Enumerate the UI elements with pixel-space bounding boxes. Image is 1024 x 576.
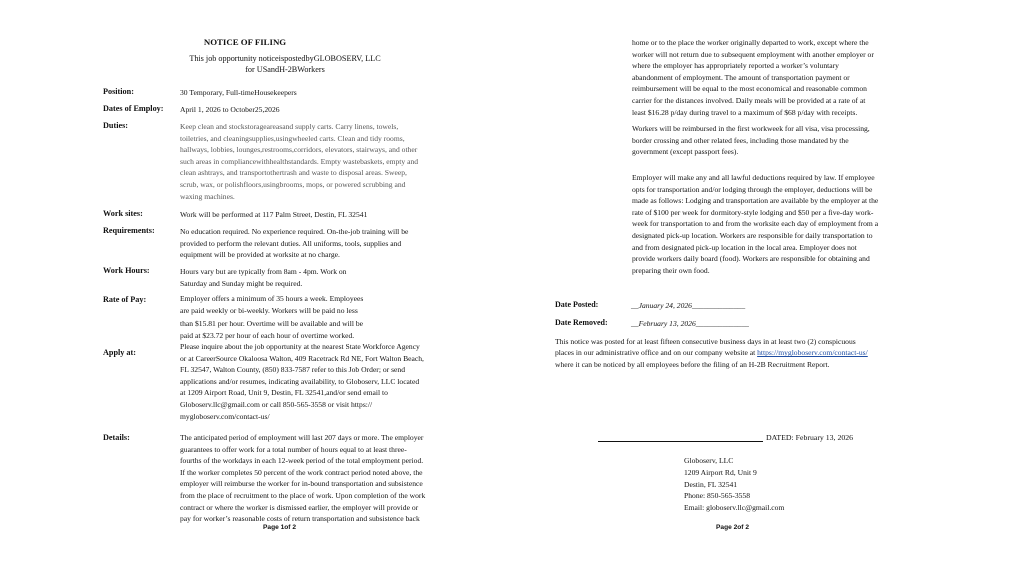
- field-line: guarantees to offer work for a total number of hours equal to at least three-: [180, 444, 407, 454]
- notice-line: where it can be noticed by all employees before the filing of an H-2B Recruitment Report.: [555, 359, 830, 369]
- field-label: Rate of Pay:: [103, 295, 147, 304]
- paragraph-line: abandonment of employment. The amount of transportation payment or: [632, 72, 850, 82]
- page-title: NOTICE OF FILING: [203, 37, 287, 47]
- page-footer: Page 1of 2: [263, 524, 296, 531]
- field-line: Globoserv.llc@gmail.com or call 850-565-3558 or visit https://: [180, 399, 373, 409]
- paragraph-line: preparing their own food.: [632, 265, 710, 275]
- field-line: Keep clean and stockstorageareasand supply carts. Carry linens, towels,: [180, 122, 399, 131]
- dated-text: DATED: February 13, 2026: [766, 433, 854, 442]
- field-value: [180, 266, 470, 289]
- field-line: Employer offers a minimum of 35 hours a week. Employees: [180, 294, 364, 303]
- paragraph-line: carrier for the distances involved. Daily meals will be provided at a rate of at: [632, 95, 866, 105]
- signature-line: [598, 433, 853, 442]
- date-posted-value: __January 24, 2026______________: [631, 301, 746, 310]
- field-line: scrub, wax, or polishfloors,usingbrooms, mops, or powered scrubbing and: [180, 179, 406, 189]
- date-removed-label: Date Removed:: [555, 318, 608, 327]
- field-line: No education required. No experience required. On-the-job training will be: [180, 227, 409, 236]
- paragraph-line: provide workers daily board (food). Workers are responsible for obtaining and: [632, 254, 870, 264]
- field-line: Work will be performed at 117 Palm Street, Destin, FL 32541: [180, 210, 368, 219]
- address-line: Globoserv, LLC: [684, 456, 734, 465]
- paragraph-line: designated pick-up location. Workers are responsible for daily transportation to: [632, 230, 873, 240]
- paragraph-line: reimbursement will be equal to the most economical and reasonable common: [632, 84, 867, 94]
- paragraph-line: least $16.28 p/day during travel to a maximum of $68 p/day with receipts.: [632, 107, 858, 117]
- subtitle-line: for USandH-2BWorkers: [245, 65, 325, 74]
- field-line: applications and/or resumes, indicating availability, to Globoserv, LLC located: [180, 376, 420, 386]
- field-label: Position:: [103, 87, 134, 96]
- notice-text: places in our administrative office and on our company website at: [555, 348, 758, 358]
- page-subtitle: [0, 53, 570, 75]
- field-label: Apply at:: [103, 348, 136, 357]
- field-value: [180, 104, 470, 116]
- paragraph-line: made as follows: Lodging and transportation are available by the employer at the: [632, 196, 879, 206]
- field-line: are paid weekly or bi-weekly. Workers will be paid no less: [180, 306, 358, 316]
- field-line: provided to perform the relevant duties. All uniforms, tools, supplies and: [180, 238, 402, 248]
- address-line: Phone: 850-565-3558: [684, 491, 751, 501]
- field-line: waxing machines.: [180, 191, 235, 201]
- paragraph-line: government (except passport fees).: [632, 147, 739, 157]
- field-line: April 1, 2026 to October25,2026: [180, 105, 280, 114]
- paragraph-line: week for transportation to and from the worksite each day of employment from a: [632, 219, 879, 229]
- field-value: [180, 121, 470, 202]
- address-line: Destin, FL 32541: [684, 479, 738, 489]
- address-line: Email: globoserv.llc@gmail.com: [684, 503, 785, 513]
- field-value: [180, 432, 470, 525]
- field-line: from the place of recruitment to the place of work. Upon completion of the work: [180, 490, 426, 500]
- field-line: The anticipated period of employment will last 207 days or more. The employer: [180, 433, 424, 442]
- field-line: than $15.81 per hour. Overtime will be available and will be: [180, 318, 364, 328]
- field-line: mygloboserv.com/contact-us/: [180, 411, 270, 421]
- field-label: Work Hours:: [103, 266, 150, 275]
- paragraph-line: Employer will make any and all lawful deductions required by law. If employee: [632, 173, 875, 182]
- field-label: Work sites:: [103, 209, 143, 218]
- paragraph-transportation: [632, 37, 920, 118]
- page-footer: Page 2of 2: [716, 524, 749, 531]
- field-line: clean ashtrays, and transportothertrash and waste to disposal areas. Sweep,: [180, 168, 407, 178]
- field-line: or at CareerSource Okaloosa Walton, 409 Racetrack Rd NE, Fort Walton Beach,: [180, 353, 424, 363]
- field-line: employer will reimburse the worker for in-bound transportation and subsistence: [180, 479, 423, 489]
- field-line: toiletries, and cleaningsupplies,usingwheeled carts. Clean and tidy rooms,: [180, 133, 405, 143]
- signature-underline: [598, 441, 763, 442]
- field-line: FL 32547, Walton County, (850) 833-7587 refer to this Job Order; or send: [180, 365, 405, 375]
- paragraph-line: worker will not return due to subsequent employment with another employer or: [632, 49, 874, 59]
- paragraph-deductions: [632, 172, 920, 276]
- field-line: Hours vary but are typically from 8am - 4pm. Work on: [180, 267, 347, 276]
- field-label: Duties:: [103, 121, 129, 130]
- paragraph-line: Workers will be reimbursed in the first workweek for all visa, visa processing,: [632, 124, 870, 133]
- paragraph-line: where the employer has appropriately reported a worker’s voluntary: [632, 61, 839, 71]
- paragraph-line: border crossing and other related fees, including those mandated by the: [632, 135, 849, 145]
- field-line: Please inquire about the job opportunity at the nearest State Workforce Agency: [180, 342, 420, 351]
- field-label: Dates of Employ:: [103, 104, 164, 113]
- paragraph-line: and from designated pick-up location in the local area. Employer does not: [632, 242, 857, 252]
- address-line: 1209 Airport Rd, Unit 9: [684, 467, 757, 477]
- field-line: equipment will be provided at worksite at no charge.: [180, 250, 340, 260]
- field-line: Saturday and Sunday might be required.: [180, 278, 303, 288]
- field-value: [180, 87, 470, 99]
- field-line: paid at $23.72 per hour of each hour of overtime worked.: [180, 331, 355, 341]
- field-line: at 1209 Airport Road, Unit 9, Destin, FL 32541,and/or send email to: [180, 388, 388, 398]
- field-line: pay for worker’s reasonable costs of return transportation and subsistence back: [180, 514, 420, 524]
- field-value: [180, 341, 470, 422]
- field-line: hallways, lobbies, lounges,restrooms,corridors, elevators, stairways, and other: [180, 145, 418, 155]
- field-value: [180, 293, 470, 343]
- date-removed-value: __February 13, 2026______________: [631, 319, 749, 328]
- website-link[interactable]: https://mygloboserv.com/contact-us/: [757, 348, 868, 358]
- field-label: Requirements:: [103, 226, 155, 235]
- paragraph-line: rate of $100 per week for dormitory-style lodging and $50 per a five-day work-: [632, 207, 874, 217]
- paragraph-line: opts for transportation and/or lodging through the employer, deductions will be: [632, 184, 873, 194]
- field-line: contract or where the worker is dismissed earlier, the employer will provide or: [180, 502, 419, 512]
- company-address: [684, 455, 784, 514]
- field-value: [180, 226, 470, 261]
- date-posted-label: Date Posted:: [555, 300, 599, 309]
- paragraph-reimbursement: [632, 123, 920, 158]
- field-line: such areas in compliancewithhealthstandards. Empty wastebaskets, empty and: [180, 156, 419, 166]
- field-line: fourths of the workdays in each 12-week period of the total employment period.: [180, 456, 424, 466]
- notice-line: This notice was posted for at least fifteen consecutive business days in at least two (2) conspicuous: [555, 337, 856, 346]
- field-line: 30 Temporary, Full-timeHousekeepers: [180, 88, 297, 97]
- posting-notice: [555, 336, 925, 370]
- notice-line: [555, 347, 925, 358]
- field-label: Details:: [103, 433, 130, 442]
- field-line: If the worker completes 50 percent of the work contract period noted above, the: [180, 467, 423, 477]
- subtitle-line: This job opportunity noticeispostedbyGLOBOSERV, LLC: [189, 54, 381, 63]
- paragraph-line: home or to the place the worker originally departed to work, except where the: [632, 38, 869, 47]
- field-value: [180, 209, 470, 221]
